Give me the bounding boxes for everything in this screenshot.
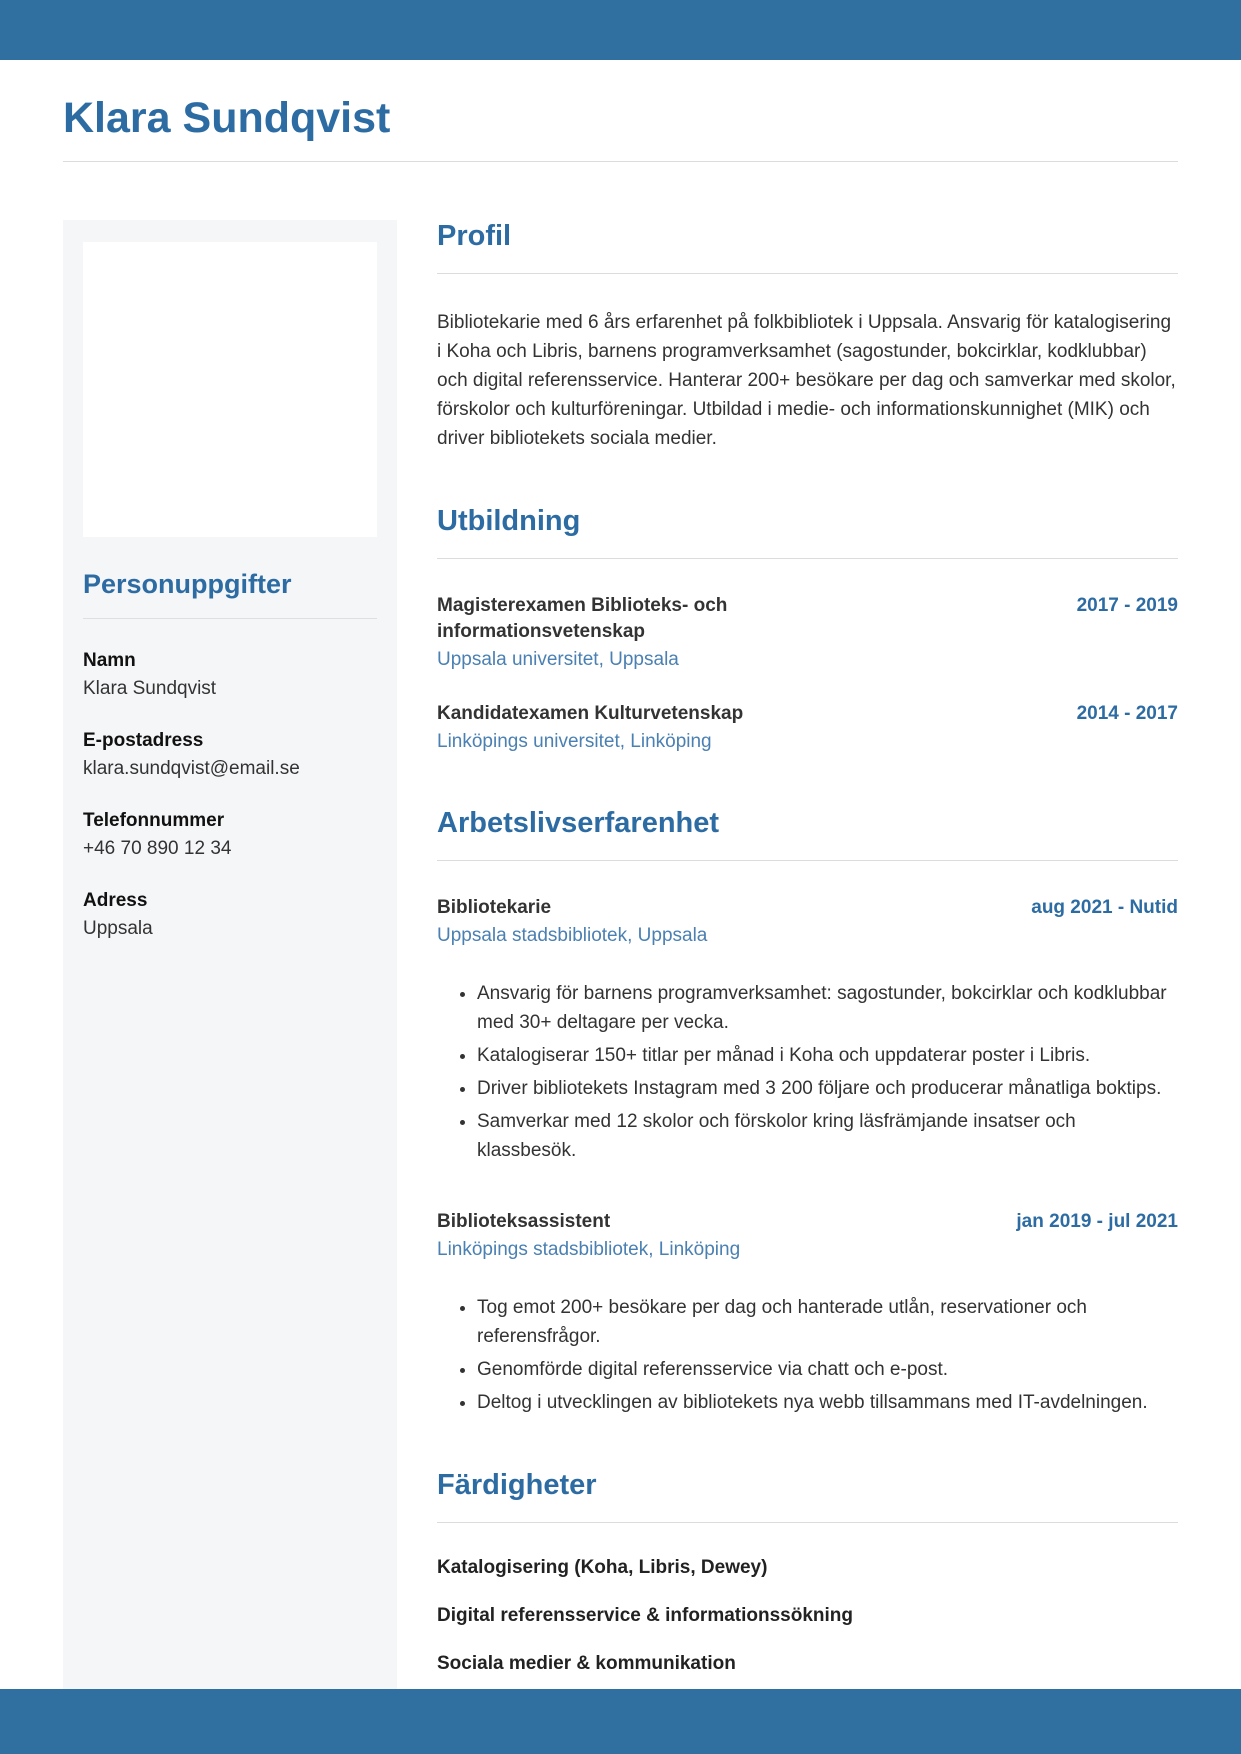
education-entry-head bbox=[437, 701, 1178, 727]
field-name-value: Klara Sundqvist bbox=[83, 678, 217, 700]
top-accent-bar bbox=[0, 0, 1241, 60]
education-entry bbox=[437, 593, 1178, 673]
education-heading-divider bbox=[437, 558, 1178, 559]
section-experience bbox=[437, 807, 1178, 1417]
field-address-value: Uppsala bbox=[83, 918, 153, 940]
degree-dates: 2014 - 2017 bbox=[1076, 703, 1178, 725]
sidebar-heading: Personuppgifter bbox=[83, 569, 292, 600]
profile-heading: Profil bbox=[437, 220, 512, 253]
degree-dates: 2017 - 2019 bbox=[1076, 595, 1178, 617]
job-bullet-list bbox=[437, 1293, 1178, 1417]
columns bbox=[63, 220, 1178, 1731]
job-bullet: • Deltog i utvecklingen av bibliotekets nya webb tillsammans med IT-avdelningen. bbox=[477, 1388, 1178, 1417]
field-phone-value: +46 70 890 12 34 bbox=[83, 838, 232, 860]
skill-item: Digital referensservice & informationssökning bbox=[437, 1605, 854, 1627]
job-employer: Uppsala stadsbibliotek, Uppsala bbox=[437, 925, 708, 947]
experience-entry-head bbox=[437, 895, 1178, 921]
field-name-label: Namn bbox=[83, 650, 136, 672]
field-name bbox=[83, 647, 377, 703]
job-bullet: • Driver bibliotekets Instagram med 3 200 följare och producerar månatliga boktips. bbox=[477, 1074, 1178, 1103]
job-title: Biblioteksassistent bbox=[437, 1211, 611, 1233]
page-content bbox=[0, 94, 1241, 1731]
skill-item: Katalogisering (Koha, Libris, Dewey) bbox=[437, 1557, 768, 1579]
degree-title: Magisterexamen Biblioteks- och informationsvetenskap bbox=[437, 595, 728, 643]
experience-entry-head bbox=[437, 1209, 1178, 1235]
field-address bbox=[83, 887, 377, 943]
page-title: Klara Sundqvist bbox=[63, 94, 391, 142]
experience-entry bbox=[437, 895, 1178, 1165]
degree-title: Kandidatexamen Kulturvetenskap bbox=[437, 703, 744, 725]
skills-heading: Färdigheter bbox=[437, 1469, 597, 1502]
sidebar bbox=[63, 220, 397, 1731]
job-dates: aug 2021 - Nutid bbox=[1031, 897, 1178, 919]
job-bullet: • Ansvarig för barnens programverksamhet: sagostunder, bokcirklar och kodklubbar med 30+ deltagare per vecka. bbox=[477, 979, 1178, 1037]
job-bullet: • Tog emot 200+ besökare per dag och hanterade utlån, reservationer och referensfrågor. bbox=[477, 1293, 1178, 1351]
job-bullet: • Katalogiserar 150+ titlar per månad i Koha och uppdaterar poster i Libris. bbox=[477, 1041, 1178, 1070]
education-heading: Utbildning bbox=[437, 505, 581, 538]
section-education bbox=[437, 505, 1178, 755]
education-entry bbox=[437, 701, 1178, 755]
profile-text: Bibliotekarie med 6 års erfarenhet på folkbibliotek i Uppsala. Ansvarig för katalogisering i Koha och Libris, barnens programverksamhet (sagostunder, bokcirklar, kodklubbar) och digital referensservice. Hanterar 200+ besökare per dag och samverkar med skolor, förskolor och kulturföreningar. Utbildad i medie- och informationskunnighet (MIK) och driver bibliotekets sociala medier. bbox=[437, 312, 1176, 450]
field-email bbox=[83, 727, 377, 783]
section-skills bbox=[437, 1469, 1178, 1675]
degree-institution: Linköpings universitet, Linköping bbox=[437, 731, 712, 753]
job-dates: jan 2019 - jul 2021 bbox=[1016, 1211, 1178, 1233]
job-bullet: • Genomförde digital referensservice via chatt och e-post. bbox=[477, 1355, 1178, 1384]
experience-heading-divider bbox=[437, 860, 1178, 861]
field-email-label: E-postadress bbox=[83, 730, 204, 752]
job-bullet-list bbox=[437, 979, 1178, 1165]
degree-institution: Uppsala universitet, Uppsala bbox=[437, 649, 679, 671]
skills-heading-divider bbox=[437, 1522, 1178, 1523]
skill-item: Sociala medier & kommunikation bbox=[437, 1653, 736, 1675]
profile-heading-divider bbox=[437, 273, 1178, 274]
field-phone bbox=[83, 807, 377, 863]
field-phone-label: Telefonnummer bbox=[83, 810, 225, 832]
experience-heading: Arbetslivserfarenhet bbox=[437, 807, 720, 840]
job-employer: Linköpings stadsbibliotek, Linköping bbox=[437, 1239, 741, 1261]
field-email-value: klara.sundqvist@email.se bbox=[83, 758, 300, 780]
field-address-label: Adress bbox=[83, 890, 148, 912]
experience-entry bbox=[437, 1209, 1178, 1417]
section-profile bbox=[437, 220, 1178, 453]
profile-photo-placeholder bbox=[83, 242, 377, 537]
job-title: Bibliotekarie bbox=[437, 897, 552, 919]
job-bullet: • Samverkar med 12 skolor och förskolor kring läsfrämjande insatser och klassbesök. bbox=[477, 1107, 1178, 1165]
bottom-accent-bar bbox=[0, 1689, 1241, 1754]
sidebar-heading-divider bbox=[83, 618, 377, 619]
main-column bbox=[437, 220, 1178, 1731]
education-entry-head bbox=[437, 593, 1178, 645]
header-divider bbox=[63, 161, 1178, 162]
